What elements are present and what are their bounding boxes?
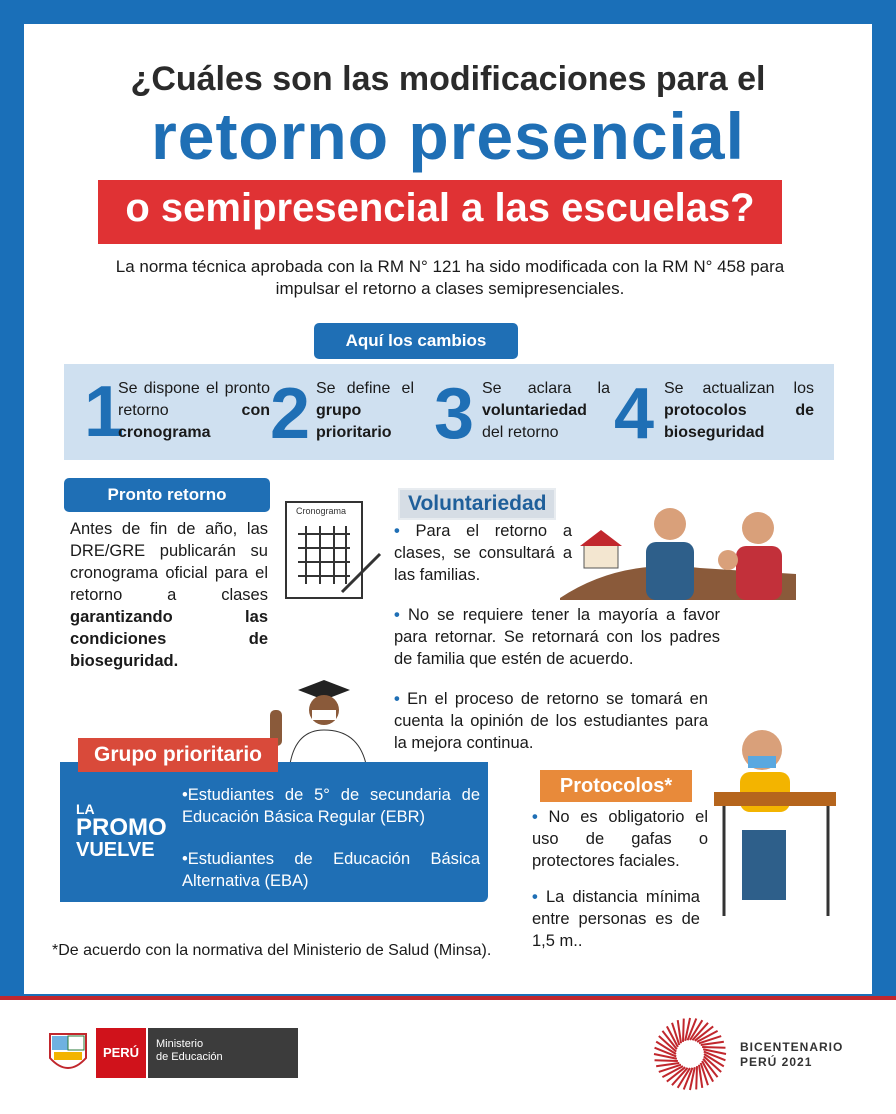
pronto-retorno-text: Antes de fin de año, las DRE/GRE publicarán su cronograma oficial para el retorno a clases garantizando las condiciones de bioseguridad. [70, 520, 268, 670]
protocolos-label: Protocolos* [540, 770, 692, 802]
logo-word-la: LA [76, 801, 95, 817]
ministerio-educacion-logo [148, 1028, 298, 1078]
voluntariedad-label: Voluntariedad [398, 488, 556, 520]
house-icon [584, 544, 618, 568]
step-1-number: 1 [84, 372, 125, 452]
step-4-text: Se actualizan los protocolos de bioseguridad [664, 380, 814, 441]
mother-head [742, 512, 774, 544]
ministerio-line-2: de Educación [156, 1051, 223, 1063]
emblem-ray [702, 1047, 725, 1048]
mask-icon [312, 710, 336, 720]
shield-quarter [52, 1036, 68, 1050]
bicentenario-line-1: BICENTENARIO [740, 1040, 844, 1054]
title-line-1: ¿Cuáles son las modificaciones para el [130, 60, 766, 98]
logo-word-promo: PROMO [76, 814, 167, 841]
peru-coat-of-arms-icon [46, 1028, 90, 1078]
peru-logo: PERÚ [96, 1028, 146, 1078]
step-1-text: Se dispone el pronto retorno con cronograma [118, 380, 270, 441]
protocolos-bullet-2: • La distancia mínima entre personas es de 1,5 m.. [532, 888, 700, 950]
bicentenario-line-2: PERÚ 2021 [740, 1055, 813, 1069]
father-head [654, 508, 686, 540]
desk-mask-icon [748, 756, 776, 768]
bicentenario-emblem-icon [650, 1014, 730, 1094]
shield-quarter-2 [68, 1036, 84, 1050]
step-3-text: Se aclara la voluntariedad del retorno [482, 380, 610, 441]
emblem-ray [696, 1066, 697, 1089]
student-body [290, 730, 366, 764]
title-line-2: retorno presencial [151, 99, 745, 173]
student-legs [742, 830, 786, 900]
roof-shape [580, 530, 622, 546]
family-illustration [560, 498, 796, 600]
mother-body [736, 546, 782, 600]
footer-divider-top [0, 996, 896, 1000]
pronto-retorno-label: Pronto retorno [64, 478, 270, 512]
step-2-number: 2 [270, 374, 311, 454]
emblem-ray [655, 1060, 678, 1061]
desk-top [714, 792, 836, 806]
title-line-3: o semipresencial a las escuelas? [125, 186, 755, 230]
graduate-illustration [262, 676, 382, 764]
voluntariedad-bullet-1: • Para el retorno a clases, se consultará a las familias. [394, 522, 572, 584]
voluntariedad-bullet-3: • En el proceso de retorno se tomará en cuenta la opinión de los estudiantes para la mejora continua. [394, 690, 708, 752]
calendar-label: Cronograma [296, 506, 347, 516]
step-2-text: Se define el grupo prioritario [316, 380, 414, 441]
ministerio-line-1: Ministerio [156, 1038, 204, 1050]
emblem-ray [683, 1019, 684, 1042]
voluntariedad-bullet-2: • No se requiere tener la mayoría a favor para retornar. Se retornará con los padres de familia que estén de acuerdo. [394, 606, 720, 668]
grupo-bullet-2: •Estudiantes de Educación Básica Alternativa (EBA) [182, 850, 480, 890]
bicentenario-text [740, 1040, 843, 1070]
logo-word-vuelve: VUELVE [76, 839, 155, 861]
la-promo-vuelve-logo [76, 802, 167, 860]
student-desk-illustration [712, 720, 842, 920]
intro-text: La norma técnica aprobada con la RM N° 121 ha sido modificada con la RM N° 458 para impulsar el retorno a clases semipresenciales. [115, 257, 785, 298]
protocolos-bullet-1: • No es obligatorio el uso de gafas o protectores faciales. [532, 808, 708, 870]
step-3-number: 3 [434, 374, 475, 454]
shield-base [54, 1052, 82, 1060]
cambios-label: Aquí los cambios [314, 323, 518, 359]
footnote: *De acuerdo con la normativa del Ministerio de Salud (Minsa). [52, 942, 492, 959]
step-4-number: 4 [614, 374, 655, 454]
child-head [718, 550, 738, 570]
grupo-prioritario-label: Grupo prioritario [78, 738, 278, 772]
father-body [646, 542, 694, 600]
grupo-bullet-1: •Estudiantes de 5° de secundaria de Educación Básica Regular (EBR) [182, 786, 480, 826]
